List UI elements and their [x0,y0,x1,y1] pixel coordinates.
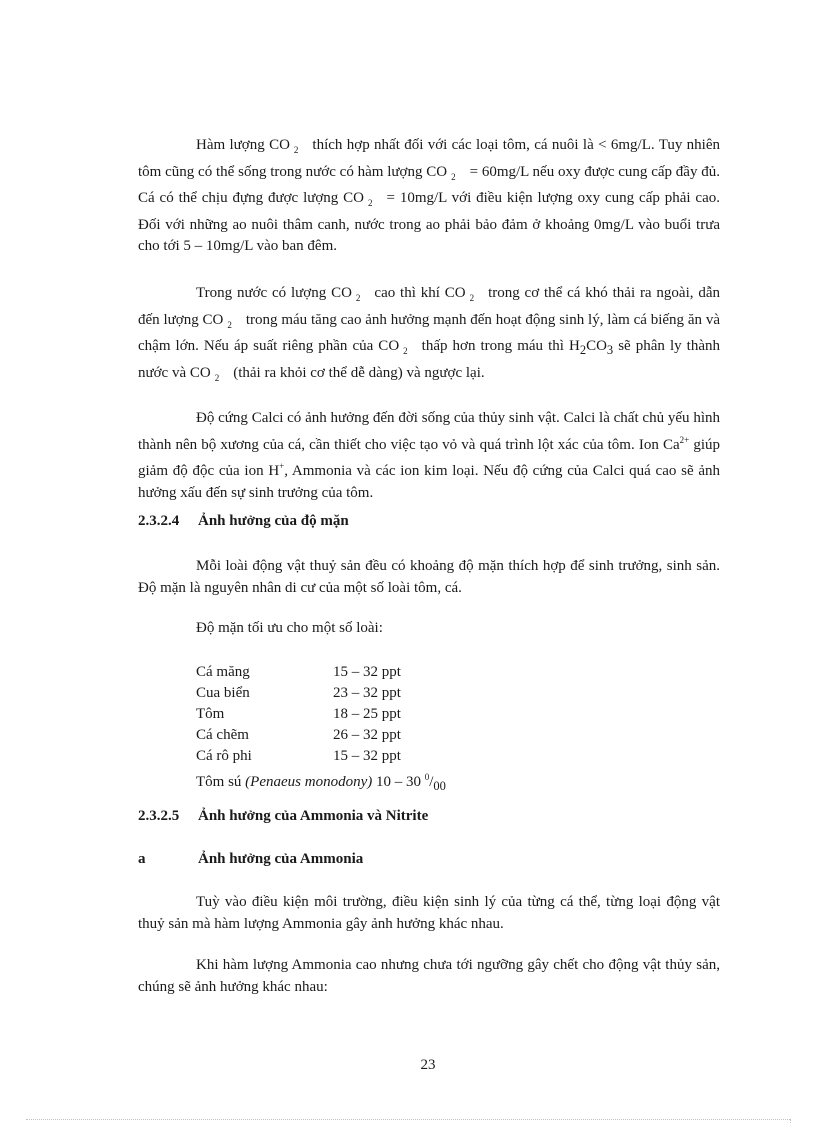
list-item: Cá chẽm 26 – 32 ppt [196,727,401,743]
heading-title: Ảnh hưởng của độ mặn [198,513,349,529]
page-border-line [26,1119,790,1120]
paragraph-calcium: Độ cứng Calci có ảnh hưởng đến đời sống của thủy sinh vật. Calci là chất chủ yếu hình thành nên bộ xương của cá, cần thiết cho việc tạo vỏ và quá trình lột xác của tôm. Ion $Ca^{2+}$ giúp giảm độ độc của ion H+, Ammonia và các ion kim loại. Nếu độ cứng của Calci quá cao sẽ ảnh hưởng xấu đến sự sinh trưởng của tôm. [138,410,721,501]
heading-number: 2.3.2.4 [138,513,180,529]
heading-salinity [138,513,349,530]
page-number: 23 [420,1057,436,1073]
paragraph-co2-effects: Trong nước có lượng CO $_2$ cao thì khí CO $_2$ trong cơ thể cá khó thải ra ngoài, dẫn đến lượng CO $_2$ trong máu tăng cao ảnh hưởng mạnh đến hoạt động sinh lý, làm cá biếng ăn và chậm lớn. Nếu áp suất riêng phần của CO $_2$ thấp hơn trong máu thì $H_2CO_3$ sẽ phân ly thành nước và CO $_2$ (thải ra khỏi cơ thể dễ dàng) và ngược lại. [138,285,720,383]
heading-ammonia-nitrite [138,808,428,825]
paragraph-ammonia-high: Khi hàm lượng Ammonia cao nhưng chưa tới ngưỡng gây chết cho động vật thủy sản, chúng sẽ ảnh hưởng khác nhau: [138,957,720,995]
paragraph-ammonia-intro: Tuỳ vào điều kiện môi trường, điều kiện sinh lý của từng cá thể, từng loại động vật thuỷ sản mà hàm lượng Ammonia gây ảnh hưởng khác nhau. [138,894,720,932]
list-item: Cua biển 23 – 32 ppt [196,685,401,701]
salinity-list [196,662,446,793]
paragraph-salinity-intro: Mỗi loài động vật thuỷ sản đều có khoảng độ mặn thích hợp để sinh trưởng, sinh sản. Độ mặn là nguyên nhân di cư của một số loài tôm, cá. [138,558,720,596]
list-item: Cá măng 15 – 32 ppt [196,664,401,680]
heading-number: 2.3.2.5 [138,808,180,824]
salinity-list-label: Độ mặn tối ưu cho một số loài: [196,620,383,636]
heading-number: a [138,851,146,867]
paragraph-co2-levels: Hàm lượng CO $_2$ thích hợp nhất đối với các loại tôm, cá nuôi là < 6mg/L. Tuy nhiên tôm cũng có thể sống trong nước có hàm lượng CO $_2$ = 60mg/L nếu oxy được cung cấp đầy đủ. Cá có thể chịu đựng được lượng CO $_2$ = 10mg/L với điều kiện lượng oxy cung cấp phải cao. Đối với những ao nuôi thâm canh, nước trong ao phải bảo đảm ở khoảng 0mg/L vào buổi trưa cho tới 5 – 10mg/L vào ban đêm. [138,137,721,255]
list-item: Cá rô phi 15 – 32 ppt [196,748,401,764]
list-item: Tôm 18 – 25 ppt [196,706,401,722]
heading-ammonia [138,851,363,868]
page-border-corner [790,1119,791,1123]
list-item-black-tiger-shrimp: Tôm sú (Penaeus monodony) 10 – 30 $^0/_{00}$ [196,772,446,793]
heading-title: Ảnh hưởng của Ammonia [198,851,364,867]
heading-title: Ảnh hưởng của Ammonia và Nitrite [198,808,429,824]
